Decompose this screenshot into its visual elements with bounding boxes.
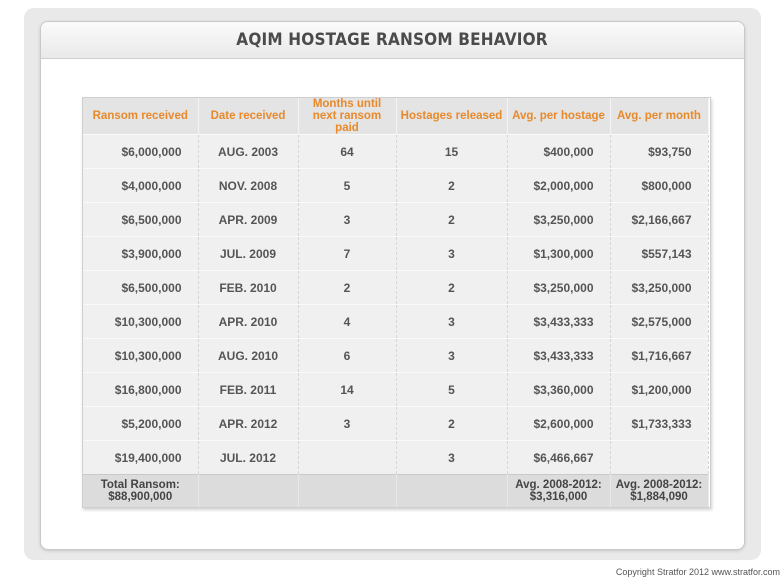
cell-hostages-released: 2 xyxy=(396,169,507,203)
cell-hostages-released: 2 xyxy=(396,271,507,305)
cell-avg-per-month xyxy=(610,441,708,475)
cell-months-until-next: 3 xyxy=(298,203,396,237)
cell-avg-per-month: $800,000 xyxy=(610,169,708,203)
cell-ransom-received: $5,200,000 xyxy=(83,407,198,441)
table-row xyxy=(83,305,708,339)
cell-hostages-released: 2 xyxy=(396,407,507,441)
avg-hostage-total-cell xyxy=(507,475,610,508)
cell-date-received: JUL. 2012 xyxy=(198,441,298,475)
table-row xyxy=(83,407,708,441)
col-header-date-received: Date received xyxy=(198,98,298,135)
avg-month-total-value: $1,884,090 xyxy=(630,491,688,503)
total-ransom-label: Total Ransom: xyxy=(100,479,180,491)
cell-ransom-received: $6,500,000 xyxy=(83,203,198,237)
total-ransom-cell xyxy=(83,475,198,508)
cell-months-until-next: 7 xyxy=(298,237,396,271)
cell-avg-per-hostage: $3,250,000 xyxy=(507,271,610,305)
table-row xyxy=(83,169,708,203)
cell-avg-per-hostage: $400,000 xyxy=(507,135,610,169)
cell-ransom-received: $3,900,000 xyxy=(83,237,198,271)
table-body xyxy=(83,135,708,475)
cell-avg-per-month: $1,733,333 xyxy=(610,407,708,441)
table-row xyxy=(83,237,708,271)
cell-months-until-next: 3 xyxy=(298,407,396,441)
cell-date-received: APR. 2012 xyxy=(198,407,298,441)
avg-month-total-label: Avg. 2008-2012: xyxy=(615,479,703,491)
avg-hostage-total-value: $3,316,000 xyxy=(529,491,588,503)
cell-avg-per-hostage: $6,466,667 xyxy=(507,441,610,475)
cell-date-received: FEB. 2010 xyxy=(198,271,298,305)
cell-avg-per-month: $93,750 xyxy=(610,135,708,169)
cell-avg-per-month: $1,716,667 xyxy=(610,339,708,373)
cell-months-until-next: 64 xyxy=(298,135,396,169)
cell-avg-per-month: $557,143 xyxy=(610,237,708,271)
total-empty-cell xyxy=(198,475,298,508)
cell-ransom-received: $6,500,000 xyxy=(83,271,198,305)
cell-avg-per-hostage: $3,433,333 xyxy=(507,339,610,373)
cell-hostages-released: 15 xyxy=(396,135,507,169)
cell-avg-per-hostage: $3,433,333 xyxy=(507,305,610,339)
avg-month-total-cell xyxy=(610,475,708,508)
col-header-months-until-next: Months until next ransom paid xyxy=(298,98,396,135)
cell-date-received: AUG. 2003 xyxy=(198,135,298,169)
cell-ransom-received: $4,000,000 xyxy=(83,169,198,203)
table-row xyxy=(83,271,708,305)
cell-hostages-released: 2 xyxy=(396,203,507,237)
avg-hostage-total-label: Avg. 2008-2012: xyxy=(515,479,602,491)
chart-card xyxy=(40,21,745,550)
cell-date-received: AUG. 2010 xyxy=(198,339,298,373)
cell-date-received: APR. 2009 xyxy=(198,203,298,237)
cell-hostages-released: 3 xyxy=(396,441,507,475)
total-ransom-value: $88,900,000 xyxy=(108,491,173,503)
cell-ransom-received: $10,300,000 xyxy=(83,305,198,339)
col-header-avg-per-month: Avg. per month xyxy=(610,98,708,135)
col-header-avg-per-hostage: Avg. per hostage xyxy=(507,98,610,135)
title-bar xyxy=(41,22,744,59)
cell-date-received: JUL. 2009 xyxy=(198,237,298,271)
cell-hostages-released: 5 xyxy=(396,373,507,407)
cell-ransom-received: $10,300,000 xyxy=(83,339,198,373)
cell-months-until-next: 14 xyxy=(298,373,396,407)
cell-months-until-next: 4 xyxy=(298,305,396,339)
table-row xyxy=(83,203,708,237)
cell-months-until-next: 2 xyxy=(298,271,396,305)
cell-avg-per-hostage: $3,360,000 xyxy=(507,373,610,407)
cell-ransom-received: $6,000,000 xyxy=(83,135,198,169)
cell-months-until-next xyxy=(298,441,396,475)
cell-date-received: NOV. 2008 xyxy=(198,169,298,203)
cell-avg-per-hostage: $2,600,000 xyxy=(507,407,610,441)
cell-avg-per-month: $2,166,667 xyxy=(610,203,708,237)
ransom-table xyxy=(83,98,709,507)
cell-months-until-next: 5 xyxy=(298,169,396,203)
cell-avg-per-month: $1,200,000 xyxy=(610,373,708,407)
ransom-table-container xyxy=(82,97,711,508)
cell-avg-per-hostage: $3,250,000 xyxy=(507,203,610,237)
col-header-ransom-received: Ransom received xyxy=(83,98,198,135)
copyright-footer: Copyright Stratfor 2012 www.stratfor.com xyxy=(615,567,780,577)
col-header-hostages-released: Hostages released xyxy=(396,98,507,135)
cell-date-received: APR. 2010 xyxy=(198,305,298,339)
table-row xyxy=(83,441,708,475)
cell-hostages-released: 3 xyxy=(396,339,507,373)
total-empty-cell xyxy=(396,475,507,508)
total-empty-cell xyxy=(298,475,396,508)
cell-hostages-released: 3 xyxy=(396,305,507,339)
cell-avg-per-hostage: $2,000,000 xyxy=(507,169,610,203)
cell-avg-per-month: $3,250,000 xyxy=(610,271,708,305)
cell-ransom-received: $16,800,000 xyxy=(83,373,198,407)
cell-avg-per-hostage: $1,300,000 xyxy=(507,237,610,271)
table-row xyxy=(83,373,708,407)
cell-date-received: FEB. 2011 xyxy=(198,373,298,407)
table-row xyxy=(83,339,708,373)
cell-hostages-released: 3 xyxy=(396,237,507,271)
cell-ransom-received: $19,400,000 xyxy=(83,441,198,475)
header-row xyxy=(83,98,708,135)
cell-months-until-next: 6 xyxy=(298,339,396,373)
cell-avg-per-month: $2,575,000 xyxy=(610,305,708,339)
totals-row xyxy=(83,475,708,508)
page-title: AQIM HOSTAGE RANSOM BEHAVIOR xyxy=(236,30,549,50)
table-row xyxy=(83,135,708,169)
